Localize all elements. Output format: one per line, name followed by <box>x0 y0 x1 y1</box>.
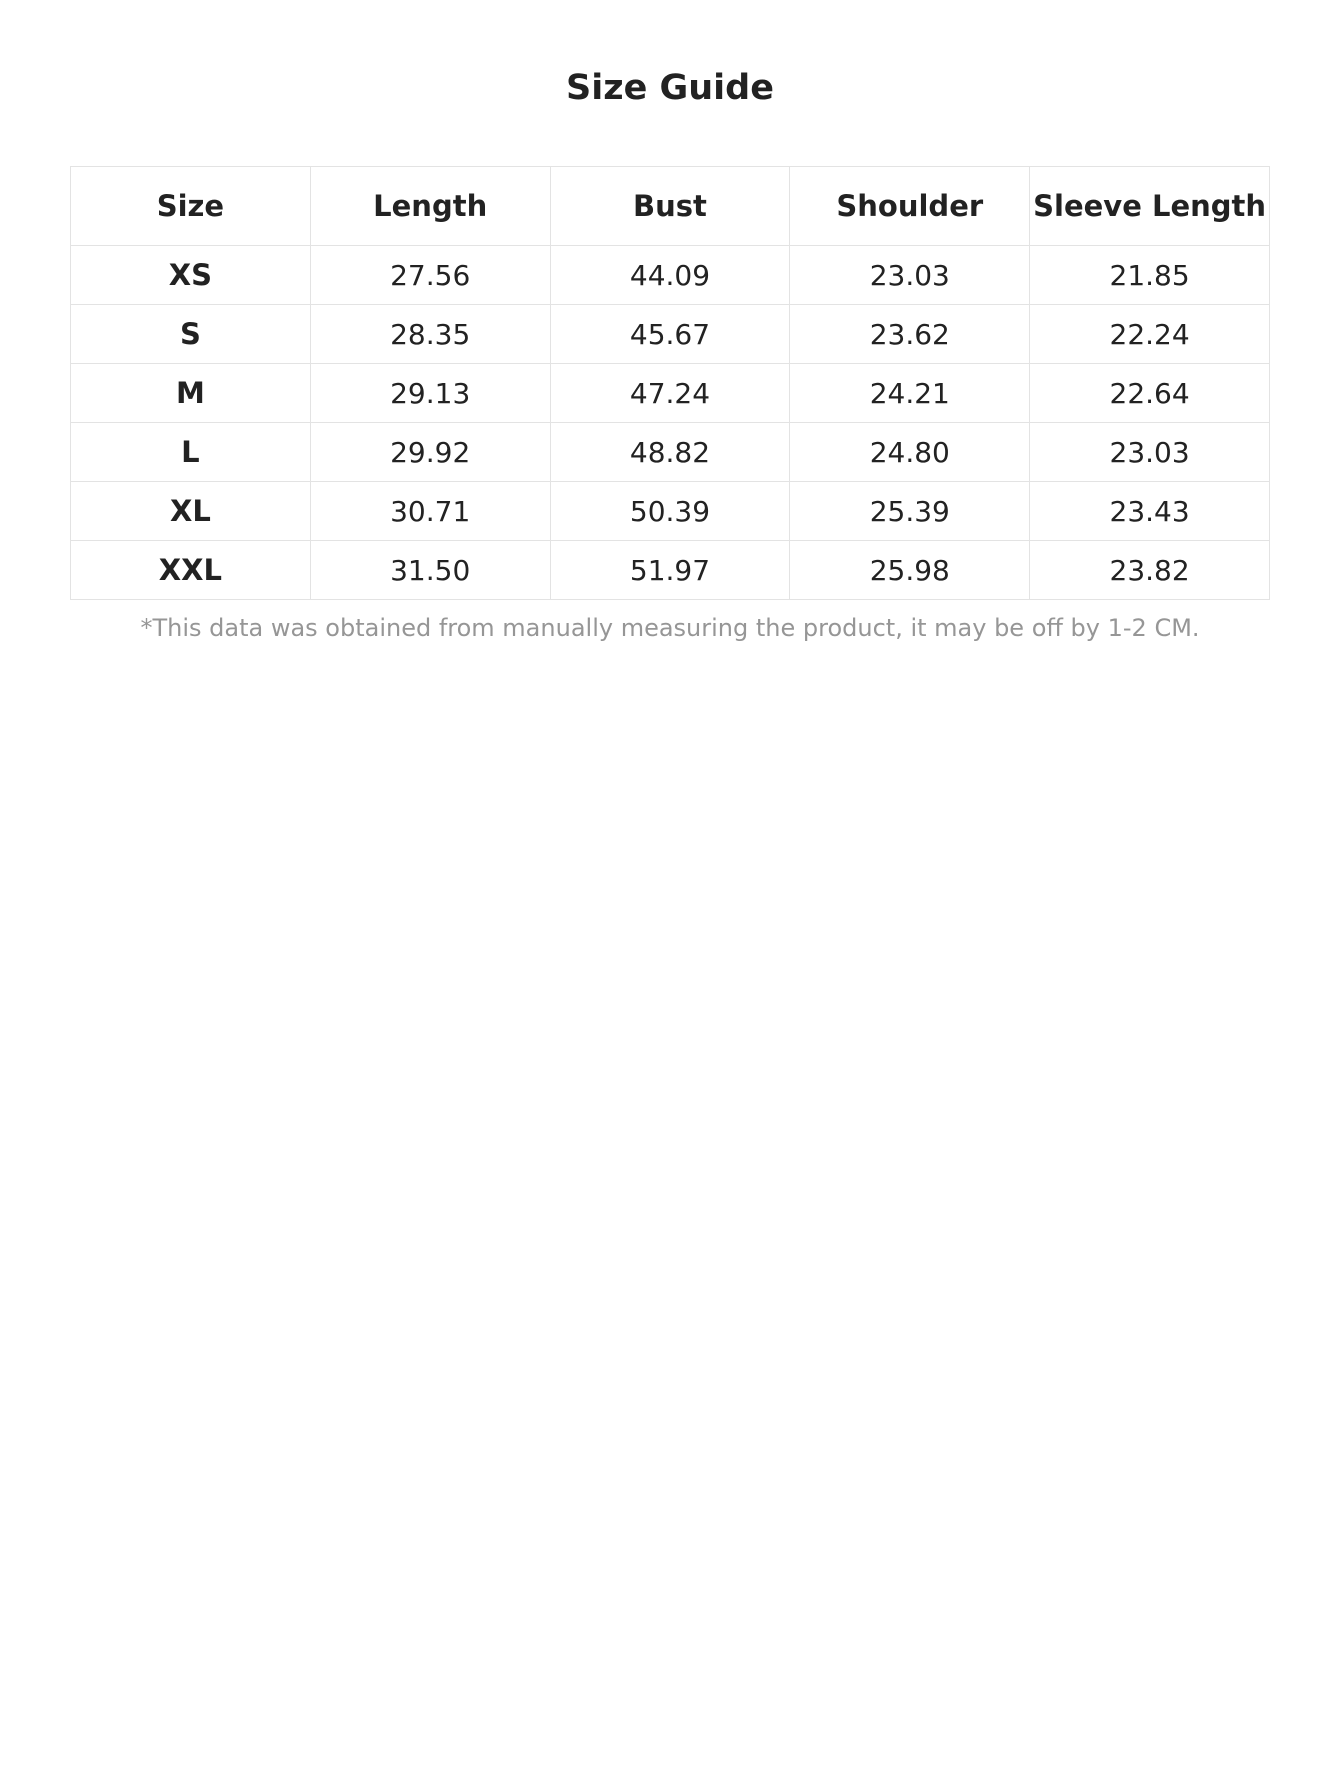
column-header-sleeve-length: Sleeve Length <box>1030 167 1270 246</box>
length-cell: 29.92 <box>310 423 550 482</box>
shoulder-cell: 24.21 <box>790 364 1030 423</box>
page-title: Size Guide <box>566 68 774 108</box>
shoulder-cell: 23.03 <box>790 246 1030 305</box>
table-header-row <box>71 167 1270 246</box>
table-row <box>71 482 1270 541</box>
shoulder-cell: 23.62 <box>790 305 1030 364</box>
table-row <box>71 364 1270 423</box>
size-cell: XXL <box>71 541 311 600</box>
sleeve-length-cell: 22.24 <box>1030 305 1270 364</box>
column-header-shoulder: Shoulder <box>790 167 1030 246</box>
size-cell: M <box>71 364 311 423</box>
size-cell: L <box>71 423 311 482</box>
sleeve-length-cell: 23.82 <box>1030 541 1270 600</box>
length-cell: 29.13 <box>310 364 550 423</box>
length-cell: 30.71 <box>310 482 550 541</box>
measurement-disclaimer: *This data was obtained from manually measuring the product, it may be off by 1-2 CM. <box>140 614 1200 642</box>
size-cell: S <box>71 305 311 364</box>
shoulder-cell: 25.39 <box>790 482 1030 541</box>
bust-cell: 44.09 <box>550 246 790 305</box>
length-cell: 27.56 <box>310 246 550 305</box>
length-cell: 28.35 <box>310 305 550 364</box>
bust-cell: 45.67 <box>550 305 790 364</box>
column-header-size: Size <box>71 167 311 246</box>
table-row <box>71 423 1270 482</box>
bust-cell: 48.82 <box>550 423 790 482</box>
size-cell: XL <box>71 482 311 541</box>
sleeve-length-cell: 21.85 <box>1030 246 1270 305</box>
table-row <box>71 246 1270 305</box>
size-guide-table <box>70 166 1270 600</box>
shoulder-cell: 24.80 <box>790 423 1030 482</box>
sleeve-length-cell: 23.03 <box>1030 423 1270 482</box>
table-row <box>71 305 1270 364</box>
bust-cell: 50.39 <box>550 482 790 541</box>
column-header-bust: Bust <box>550 167 790 246</box>
sleeve-length-cell: 22.64 <box>1030 364 1270 423</box>
bust-cell: 47.24 <box>550 364 790 423</box>
size-cell: XS <box>71 246 311 305</box>
sleeve-length-cell: 23.43 <box>1030 482 1270 541</box>
length-cell: 31.50 <box>310 541 550 600</box>
column-header-length: Length <box>310 167 550 246</box>
bust-cell: 51.97 <box>550 541 790 600</box>
table-row <box>71 541 1270 600</box>
shoulder-cell: 25.98 <box>790 541 1030 600</box>
